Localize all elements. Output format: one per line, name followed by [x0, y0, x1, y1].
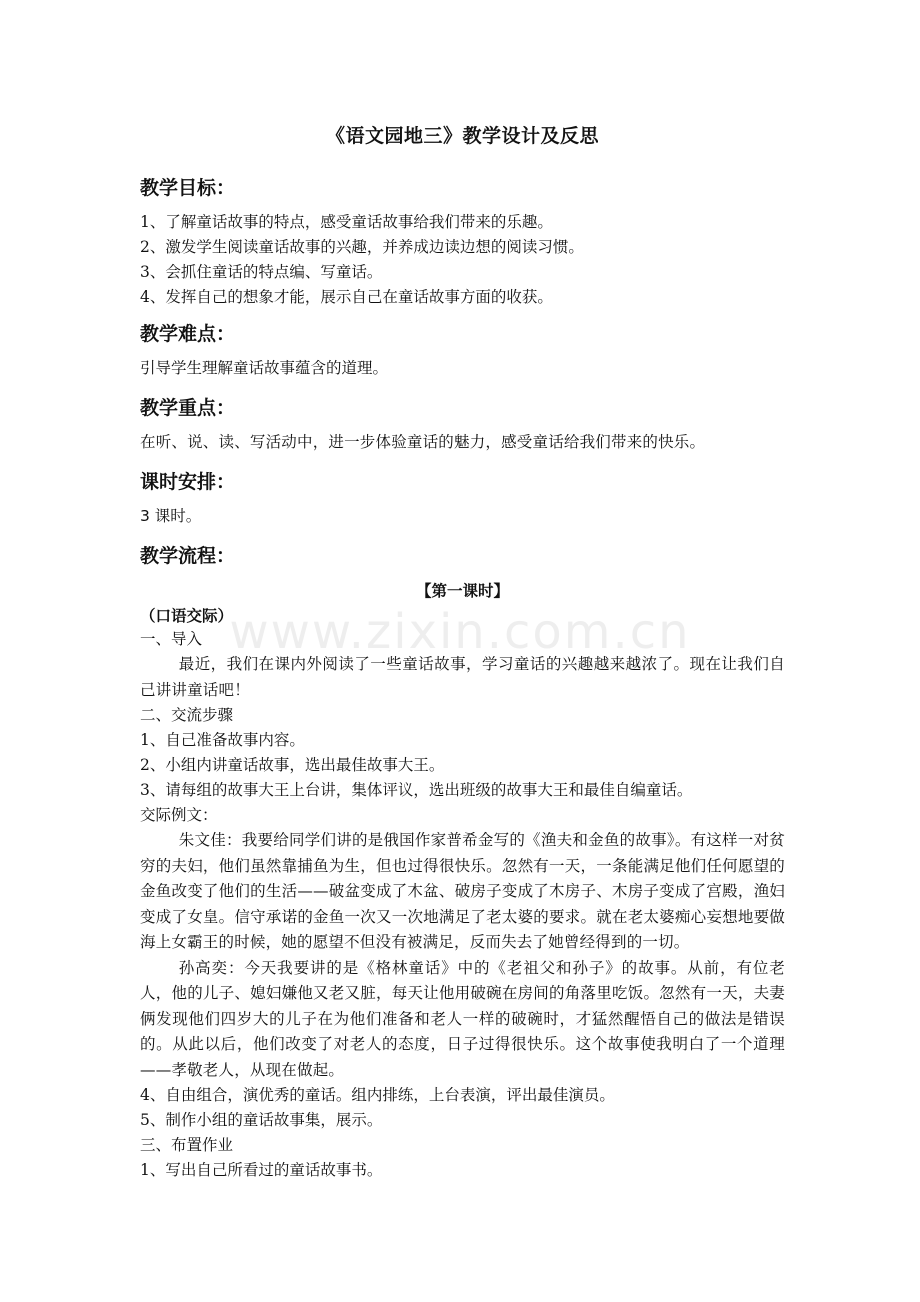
goals-heading: 教学目标： — [140, 177, 236, 199]
goal-item: 1、了解童话故事的特点，感受童话故事给我们带来的乐趣。 — [140, 213, 553, 231]
step-item: 3、请每组的故事大王上台讲，集体评议，选出班级的故事大王和最佳自编童话。 — [140, 781, 693, 799]
session-title: 【第一课时】 — [415, 581, 509, 600]
session-subtitle: （口语交际） — [140, 606, 234, 625]
watermark: www.zixin.com.cn — [229, 604, 691, 660]
difficulty-heading: 教学难点： — [140, 323, 236, 345]
key-points-text: 在听、说、读、写活动中，进一步体验童话的魅力，感受童话给我们带来的快乐。 — [140, 433, 706, 451]
goal-item: 3、会抓住童话的特点编、写童话。 — [140, 263, 383, 281]
key-points-heading: 教学重点： — [140, 397, 236, 419]
goal-item: 2、激发学生阅读童话故事的兴趣，并养成边读边想的阅读习惯。 — [140, 238, 584, 256]
example-paragraph-1: 朱文佳：我要给同学们讲的是俄国作家普希金写的《渔夫和金鱼的故事》。有这样一对贫穷的夫妇，他们虽然靠捕鱼为生，但也过得很快乐。忽然有一天，一条能满足他们任何愿望的金鱼改变了他们的生活——破盆变成了木盆、破房子变成了木房子、木房子变成了宫殿，渔妇变成了女皇。信守承诺的金鱼一次又一次地满足了老太婆的要求。就在老太婆痴心妄想地要做海上女霸王的时候，她的愿望不但没有被满足，反而失去了她曾经得到的一切。 — [140, 831, 785, 951]
example-label: 交际例文： — [140, 806, 218, 824]
goal-item: 4、发挥自己的想象才能，展示自己在童话故事方面的收获。 — [140, 288, 553, 306]
process-heading: 教学流程： — [140, 545, 236, 567]
step-item: 4、自由组合，演优秀的童话。组内排练，上台表演，评出最佳演员。 — [140, 1086, 615, 1104]
document-content — [140, 120, 785, 1183]
step-item: 5、制作小组的童话故事集，展示。 — [140, 1111, 383, 1129]
homework-heading: 三、布置作业 — [140, 1136, 234, 1154]
step-item: 2、小组内讲童话故事，选出最佳故事大王。 — [140, 756, 445, 774]
schedule-text: 3 课时。 — [140, 507, 202, 525]
example-paragraph-2: 孙高奕：今天我要讲的是《格林童话》中的《老祖父和孙子》的故事。从前，有位老人，他的儿子、媳妇嫌他又老又脏，每天让他用破碗在房间的角落里吃饭。忽然有一天，夫妻俩发现他们四岁大的儿子在为他们准备和老人一样的破碗时，才猛然醒悟自己的做法是错误的。从此以后，他们改变了对老人的态度，日子过得很快乐。这个故事使我明白了一个道理——孝敬老人，从现在做起。 — [140, 958, 785, 1079]
steps-heading: 二、交流步骤 — [140, 706, 234, 724]
homework-item: 1、写出自己所看过的童话故事书。 — [140, 1161, 383, 1179]
schedule-heading: 课时安排： — [140, 471, 236, 493]
intro-text: 最近，我们在课内外阅读了一些童话故事，学习童话的兴趣越来越浓了。现在让我们自己讲讲童话吧！ — [140, 655, 785, 699]
document-title: 《语文园地三》教学设计及反思 — [325, 125, 599, 147]
difficulty-text: 引导学生理解童话故事蕴含的道理。 — [140, 359, 389, 377]
step-item: 1、自己准备故事内容。 — [140, 731, 305, 749]
intro-heading: 一、导入 — [140, 630, 203, 648]
